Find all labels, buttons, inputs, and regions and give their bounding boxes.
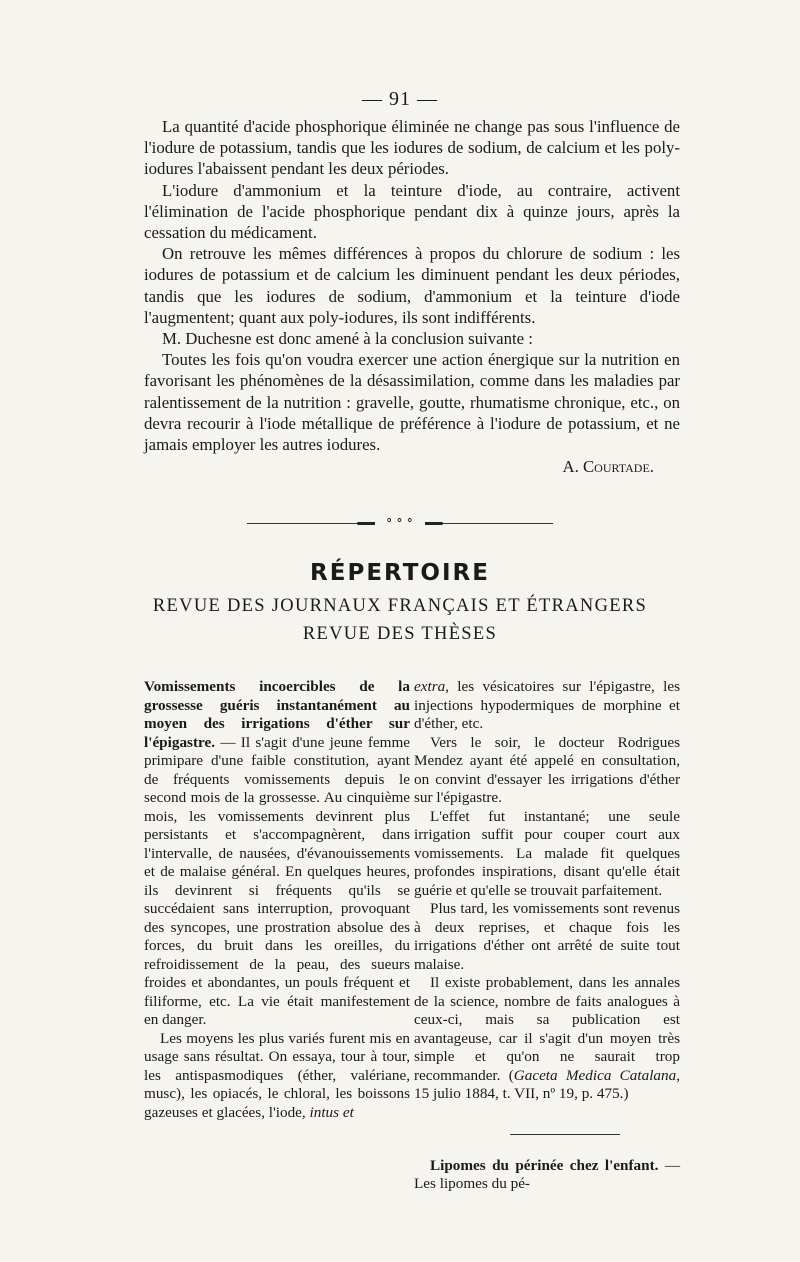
entry-paragraph: Plus tard, les vomissements sont revenus à deux reprises, et chaque fois les irrigations d'éther ont arrêté de suite tout malaise.	[414, 900, 680, 973]
entry-paragraph	[144, 678, 410, 1030]
separator-ornament: ⚬⚬⚬	[375, 514, 425, 527]
right-column	[414, 678, 680, 1194]
section-subtitle-journals: REVUE DES JOURNAUX FRANÇAIS ET ÉTRANGERS	[152, 596, 648, 616]
journal-reference: Gaceta Medica Catalana	[513, 1066, 677, 1084]
left-column	[144, 678, 410, 1122]
paragraph: La quantité d'acide phosphorique éliminée ne change pas sous l'influence de l'iodure de potassium, tandis que les iodures de sodium, de calcium et les poly-iodures l'abaissent pendant les deux périodes.	[144, 117, 680, 179]
article-conclusion	[144, 116, 680, 479]
entry-paragraph	[144, 1030, 410, 1123]
paragraph: Toutes les fois qu'on voudra exercer une action énergique sur la nutrition en favorisant les phénomènes de la désassimilation, comme dans les maladies par ralentissement de la nutrition : gravelle, goutte, rhumatisme chronique, etc., on devra recourir à l'iode métallique de préférence à l'iodure de potassium, et ne jamais employer les autres iodures.	[144, 350, 680, 455]
page-number: — 91 —	[362, 88, 438, 110]
entry-heading: Vomissements incoercibles de la grossesse guéris instantanément au moyen des irrigations d'éther sur l'épigastre.	[144, 678, 410, 751]
paragraph: L'iodure d'ammonium et la teinture d'iode, au contraire, activent l'élimination de l'acide phosphorique pendant dix à quinze jours, après la cessation du médicament.	[144, 180, 680, 243]
section-title: RÉPERTOIRE	[310, 560, 490, 586]
entry-text: — Les lipomes du pé-	[414, 1156, 681, 1192]
entry-paragraph: L'effet fut instantané; une seule irrigation suffit pour couper court aux vomissements. La malade fit quelques profondes inspirations, disant qu'elle était guérie et qu'elle se trouvait parfaitement.	[414, 807, 680, 899]
entry-paragraph	[414, 678, 680, 734]
entry-paragraph	[414, 974, 680, 1104]
entry-text: , les vésicatoires sur l'épigastre, les injections hypodermiques de morphine et d'éther, etc.	[414, 678, 680, 732]
entry-text: Les moyens les plus variés furent mis en usage sans résultat. On essaya, tour à tour, les antispasmodiques (éther, valériane, musc), les opiacés, le chloral, les boissons gazeuses et glacées, l'iode,	[144, 1029, 410, 1121]
entry-italic: intus et	[309, 1103, 354, 1121]
paragraph: M. Duchesne est donc amené à la conclusion suivante :	[162, 329, 533, 349]
entry-paragraph: Vers le soir, le docteur Rodrigues Mendez ayant été appelé en consultation, on convint d'essayer les irrigations d'éther sur l'épigastre.	[414, 733, 680, 806]
section-separator	[247, 515, 553, 527]
entry-text: Il existe probablement, dans les annales de la science, nombre de faits analogues à ceux-ci, mais sa publication est avantageuse, car il s'agit d'un moyen très simple et qu'on ne saurait trop recommander. (	[414, 974, 680, 1084]
entry-italic: extra	[414, 678, 446, 695]
section-subtitle-theses: REVUE DES THÈSES	[302, 624, 498, 644]
entry-text: , 15 julio 1884, t. VII, nº 19, p. 475.)	[414, 1066, 680, 1102]
entry-text: — Il s'agit d'une jeune femme primipare d'une faible constitution, ayant de fréquents vomissements depuis le second mois de la grossesse. Au cinquième mois, les vomissements devinrent plus persistants et s'accompagnèrent, dans l'intervalle, de nausées, d'évanouissements et de malaise général. En quelques heures, ils devinrent si fréquents qu'ils se succédaient sans interruption, provoquant des syncopes, une prostration absolue des forces, du bruit dans les oreilles, du refroidissement de la peau, des sueurs froides et abondantes, un pouls fréquent et filiforme, etc. La vie était manifestement en danger.	[144, 733, 410, 1028]
author-signature: A. Courtade.	[562, 457, 654, 477]
paragraph: On retrouve les mêmes différences à propos du chlorure de sodium : les iodures de potassium et de calcium les diminuent pendant les deux périodes, tandis que les iodures de sodium, d'ammonium et la teinture d'iode l'augmentent; quant aux poly-iodures, ils sont indifférents.	[144, 244, 680, 327]
column-rule	[510, 1134, 620, 1135]
entry-paragraph	[414, 1157, 680, 1194]
entry-heading: Lipomes du périnée chez l'enfant.	[430, 1156, 659, 1174]
